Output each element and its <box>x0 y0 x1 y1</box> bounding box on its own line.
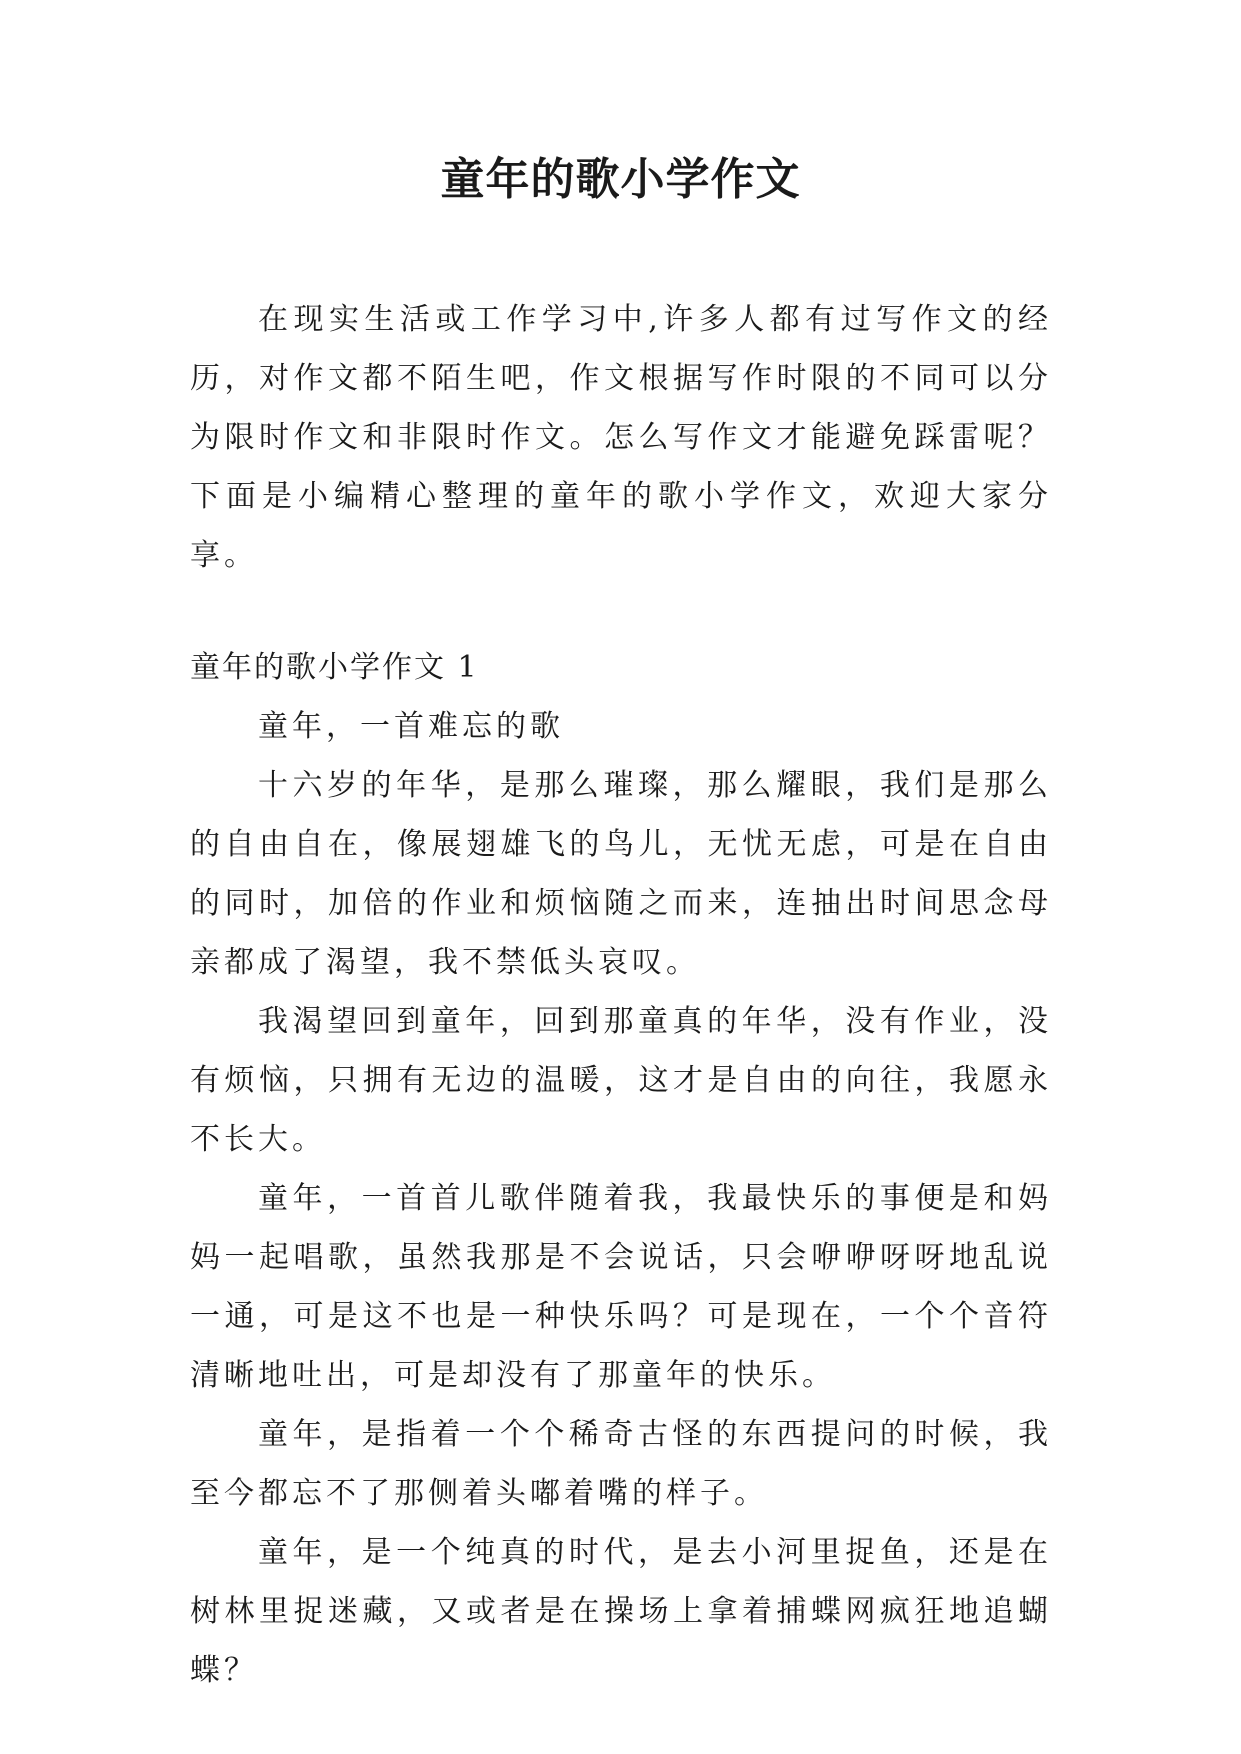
intro-paragraph: 在现实生活或工作学习中,许多人都有过写作文的经历，对作文都不陌生吧，作文根据写作时限的不同可以分为限时作文和非限时作文。怎么写作文才能避免踩雷呢？下面是小编精心整理的童年的歌小学作文，欢迎大家分享。 <box>190 302 1052 573</box>
essay-paragraph: 童年，是一个纯真的时代，是去小河里捉鱼，还是在树林里捉迷藏，又或者是在操场上拿着捕蝶网疯狂地追蝴蝶？ <box>190 1535 1052 1688</box>
essay-paragraph: 我渴望回到童年，回到那童真的年华，没有作业，没有烦恼，只拥有无边的温暖，这才是自由的向往，我愿永不长大。 <box>190 1004 1052 1157</box>
section-heading: 童年的歌小学作文 1 <box>190 650 479 685</box>
document-body <box>190 290 1052 1700</box>
essay-subtitle: 童年，一首难忘的歌 <box>258 709 564 744</box>
essay-paragraph: 童年，一首首儿歌伴随着我，我最快乐的事便是和妈妈一起唱歌，虽然我那是不会说话，只会咿咿呀呀地乱说一通，可是这不也是一种快乐吗？可是现在，一个个音符清晰地吐出，可是却没有了那童年的快乐。 <box>190 1181 1052 1393</box>
essay-paragraph: 十六岁的年华，是那么璀璨，那么耀眼，我们是那么的自由自在，像展翅雄飞的鸟儿，无忧无虑，可是在自由的同时，加倍的作业和烦恼随之而来，连抽出时间思念母亲都成了渴望，我不禁低头哀叹。 <box>190 768 1052 980</box>
essay-paragraph: 童年，是指着一个个稀奇古怪的东西提问的时候，我至今都忘不了那侧着头嘟着嘴的样子。 <box>190 1417 1052 1511</box>
document-title: 童年的歌小学作文 <box>440 154 801 205</box>
